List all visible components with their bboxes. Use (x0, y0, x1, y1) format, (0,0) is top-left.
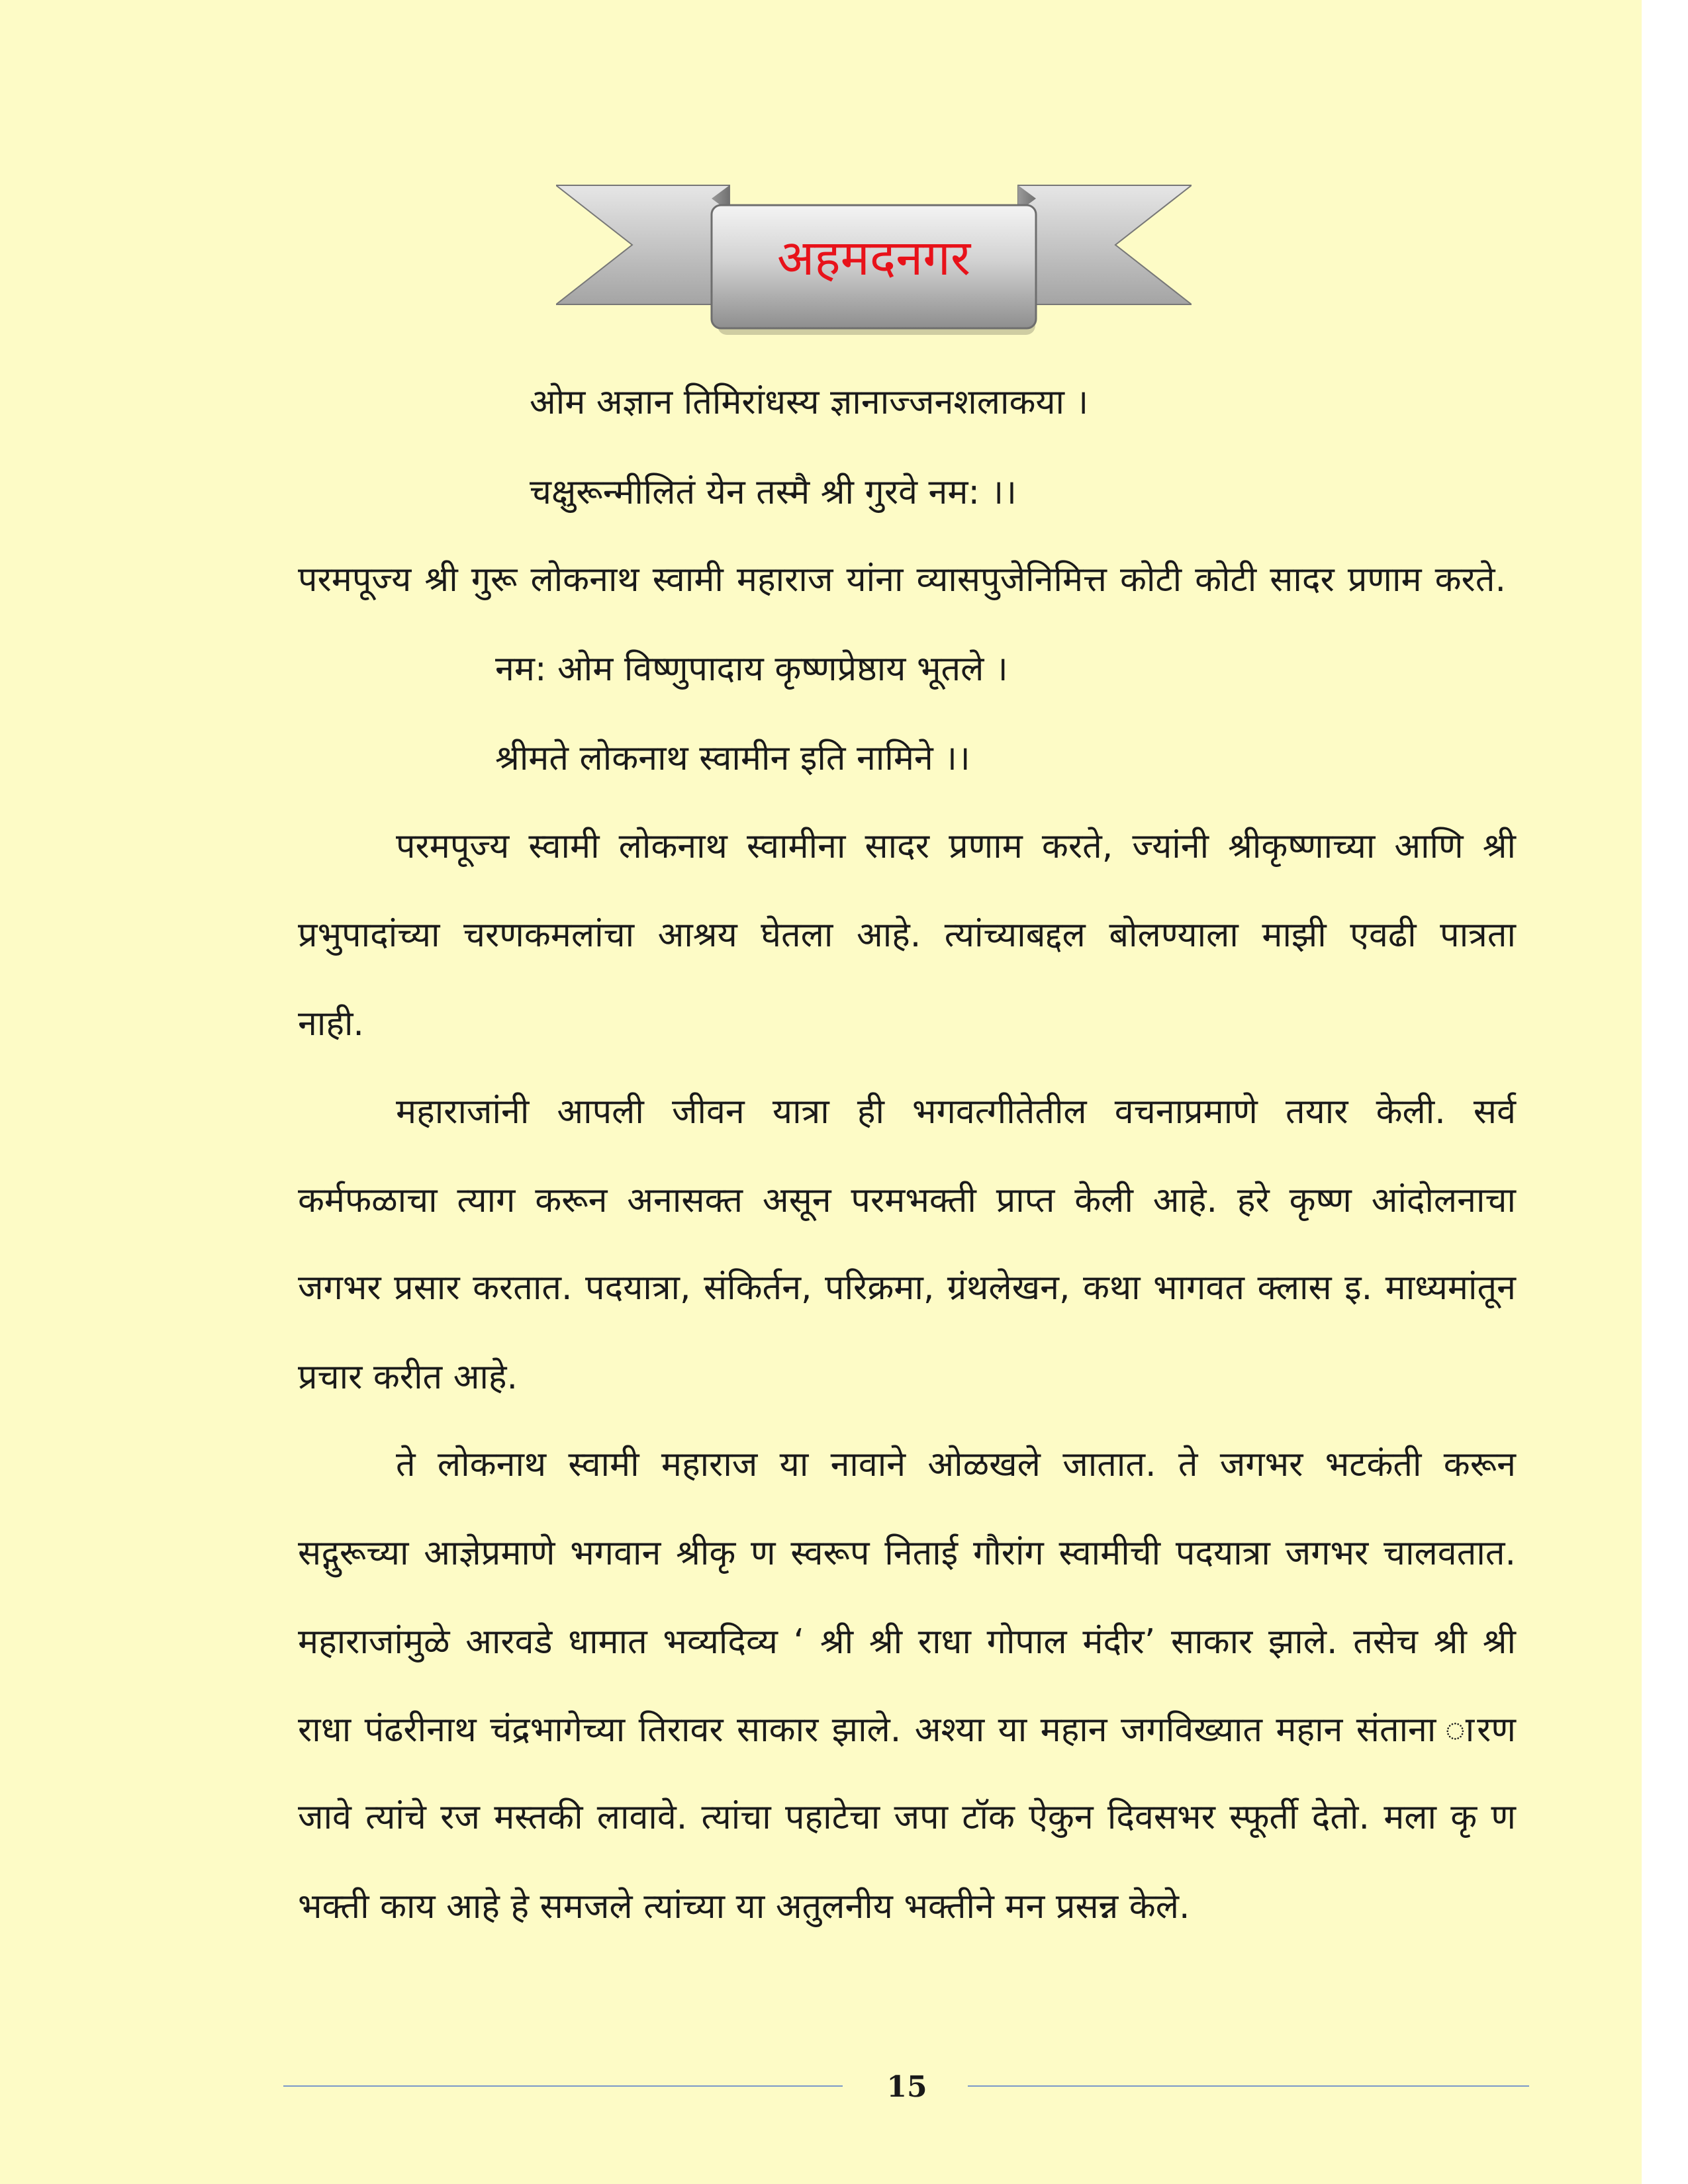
footer-rule-right (968, 2085, 1529, 2087)
paragraph-3-line-3: महाराजांमुळे आरवडे धामात भव्यदिव्य ‘ श्री श्री राधा गोपाल मंदीर’ साकार झाले. तसेच श्री श्री (298, 1622, 1516, 1662)
paragraph-1-line-2: प्रभुपादांच्या चरणकमलांचा आश्रय घेतला आहे. त्यांच्याबद्दल बोलण्याला माझी एवढी पात्रता (298, 915, 1516, 955)
paragraph-1-line-3: नाही. (298, 1004, 364, 1044)
dedication-line: परमपूज्य श्री गुरू लोकनाथ स्वामी महाराज यांना व्यासपुजेनिमित्त कोटी कोटी सादर प्रणाम करते. (298, 560, 1506, 600)
verse-line-2: चक्षुरून्मीलितं येन तस्मै श्री गुरवे नम: ।। (530, 473, 1017, 512)
title-ribbon-banner (556, 179, 1192, 338)
paragraph-2-line-1: महाराजांनी आपली जीवन यात्रा ही भगवत्गीतेतील वचनाप्रमाणे तयार केली. सर्व (396, 1092, 1516, 1132)
paragraph-2-line-3: जगभर प्रसार करतात. पदयात्रा, संकिर्तन, परिक्रमा, ग्रंथलेखन, कथा भागवत क्लास इ. माध्यमांतून (298, 1268, 1516, 1308)
paragraph-3-line-1: ते लोकनाथ स्वामी महाराज या नावाने ओळखले जातात. ते जगभर भटकंती करून (396, 1445, 1516, 1484)
paragraph-2-line-2: कर्मफळाचा त्याग करून अनासक्त असून परमभक्ती प्राप्त केली आहे. हरे कृष्ण आंदोलनाचा (298, 1181, 1516, 1220)
page-number: 15 (886, 2070, 927, 2104)
verse-line-1: ओम अज्ञान तिमिरांधस्य ज्ञानाज्जनशलाकया । (530, 383, 1089, 422)
ribbon-left-tail (556, 185, 729, 304)
paragraph-3-line-5: जावे त्यांचे रज मस्तकी लावावे. त्यांचा पहाटेचा जपा टॉक ऐकुन दिवसभर स्फूर्ती देतो. मला कृ ण (298, 1797, 1516, 1837)
ribbon-right-tail (1018, 185, 1192, 304)
paragraph-3-line-6: भक्ती काय आहे हे समजले त्यांच्या या अतुलनीय भक्तीने मन प्रसन्न केले. (298, 1887, 1190, 1927)
paragraph-1-line-1: परमपूज्य स्वामी लोकनाथ स्वामीना सादर प्रणाम करते, ज्यांनी श्रीकृष्णाच्या आणि श्री (396, 827, 1516, 866)
footer-rule-left (283, 2085, 843, 2087)
verse-line-3: नम: ओम विष्णुपादाय कृष्णप्रेष्ठाय भूतले । (495, 649, 1008, 689)
paragraph-2-line-4: प्रचार करीत आहे. (298, 1357, 518, 1397)
verse-line-4: श्रीमते लोकनाथ स्वामीन इति नामिने ।। (495, 739, 970, 778)
page-title: अहमदनगर (776, 230, 971, 287)
paragraph-3-line-4: राधा पंढरीनाथ चंद्रभागेच्या तिरावर साकार झाले. अश्या या महान जगविख्यात महान संताना ारण (298, 1710, 1516, 1750)
paragraph-3-line-2: सद्गुरूच्या आज्ञेप्रमाणे भगवान श्रीकृ ण स्वरूप निताई गौरांग स्वामीची पदयात्रा जगभर चालवतात. (298, 1533, 1516, 1573)
